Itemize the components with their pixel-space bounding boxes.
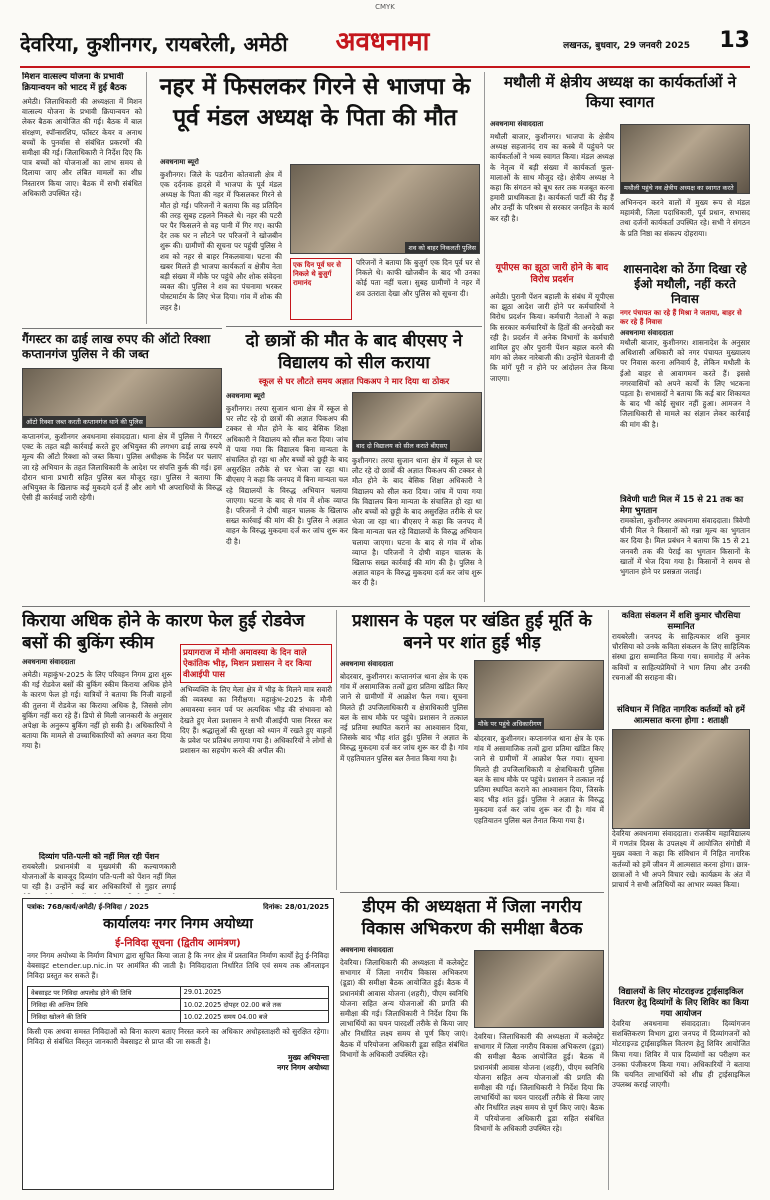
tender-office: कार्यालयः नगर निगम अयोध्या	[103, 916, 253, 932]
section-divider	[22, 328, 222, 329]
mathauli-byline: अवधनामा संवाददाता	[490, 120, 544, 128]
dm-meeting-headline: डीएम की अध्यक्षता में जिला नगरीय विकास अभिकरण की समीक्षा बैठक	[361, 897, 583, 939]
kavita-body: रायबरेली। जनपद के साहित्यकार शशि कुमार चौरसिया को उनके कविता संकलन के लिए साहित्यिक संस्था द्वारा सम्मानित किया गया। समारोह में अनेक कवियों व साहित्यप्रेमियों ने भाग लिया और उनकी रचनाओं की सराहना की।	[612, 632, 750, 682]
ups-body: अमेठी। पुरानी पेंशन बहाली के संबंध में यूपीएस का झूठा आदेश जारी होने पर कर्मचारियों ने विरोध प्रदर्शन किया। कर्मचारी नेताओं ने कहा कि सरकार कर्मचारियों के हितों की अनदेखी कर रही है। प्रदर्शन में अनेक विभागों के कर्मचारी शामिल हुए और पुरानी पेंशन बहाल करने की मांग को लेकर नारेबाजी की। उन्होंने चेतावनी दी कि मांगें पूरी न होने पर आंदोलन तेज किया जाएगा।	[490, 292, 614, 383]
dm-meeting-story	[340, 896, 604, 1190]
two-students-photo	[352, 392, 482, 452]
lead-story	[150, 72, 480, 322]
tender-title: ई-निविदा सूचना (द्वितीय आमंत्रण)	[115, 938, 241, 949]
lead-headline: नहर में फिसलकर गिरने से भाजपा के पूर्व मंडल अध्यक्ष के पिता की मौत	[159, 74, 471, 131]
prashasan-caption: मौके पर पहुंचे अधिकारीगण	[475, 718, 544, 729]
lead-sub-body: परिजनों ने बताया कि बुजुर्ग एक दिन पूर्व घर से निकले थे। काफी खोजबीन के बाद भी उनका कोई पता नहीं चला। सुबह ग्रामीणों ने नहर में शव उतराता देखा और पुलिस को सूचना दी।	[356, 258, 480, 298]
kiraya-headline: किराया अधिक होने के कारण फेल हुई रोडवेज बसों की बुकिंग स्कीम	[22, 611, 305, 653]
vidyalaya-story	[612, 986, 750, 1190]
prashasan-headline: प्रशासन के पहल पर खंडित हुई मूर्ति के बनने पर शांत हुई भीड़	[352, 611, 592, 653]
kavita-headline: कविता संकलन में शशि कुमार चौरसिया सम्मानित	[621, 610, 741, 631]
samvidhan-story	[612, 704, 750, 982]
gangster-photo	[22, 368, 222, 428]
col-divider	[146, 72, 147, 324]
mathauli-photo-caption: मथौली पहुंचे नव क्षेत्रीय अध्यक्ष का स्वागत करते	[621, 182, 737, 193]
lead-sub-box	[290, 258, 352, 320]
lead-photo-caption: शव को बाहर निकलती पुलिस	[405, 242, 479, 253]
tender-footer: किसी एक अथवा समस्त निविदाओं को बिना कारण बताए निरस्त करने का अधिकार अधोहस्ताक्षरी को सुरक्षित रहेगा। निविदा से संबंधित विस्तृत जानकारी वेबसाइट से प्राप्त की जा सकती है।	[27, 1026, 329, 1046]
table-cell: 29.01.2025	[180, 986, 328, 998]
lead-body: कुशीनगर। जिले के पडरौना कोतवाली क्षेत्र में एक दर्दनाक हादसे में भाजपा के पूर्व मंडल अध्यक्ष के पिता की नहर में फिसलकर गिरने से मौत हो गई। परिजनों ने बताया कि वह प्रतिदिन की तरह सुबह टहलने निकले थे। नहर की पटरी पर पैर फिसलने से वह पानी में गिर गए। काफी देर तक घर न लौटने पर परिजनों ने खोजबीन शुरू की। ग्रामीणों की सूचना पर पहुंची पुलिस ने शव को नहर से बाहर निकलवाया। घटना की खबर मिलते ही भाजपा कार्यकर्ता व क्षेत्रीय नेता बड़ी संख्या में मौके पर पहुंचे और शोक संवेदना व्यक्त की। पुलिस ने शव का पंचनामा भरकर पोस्टमार्टम के लिए भेज दिया। गांव में शोक की लहर है।	[160, 170, 282, 312]
dm-meeting-photo	[474, 950, 604, 1028]
dm-meeting-body-2: देवरिया। जिलाधिकारी की अध्यक्षता में कलेक्ट्रेट सभागार में जिला नगरीय विकास अभिकरण (डूडा) की समीक्षा बैठक आयोजित हुई। बैठक में प्रधानमंत्री आवास योजना (शहरी), पीएम स्वनिधि योजना सहित अन्य योजनाओं की प्रगति की समीक्षा की गई। जिलाधिकारी ने निर्देश दिया कि लाभार्थियों का चयन पारदर्शी तरीके से किया जाए और निर्धारित लक्ष्य समय से पूर्ण किए जाएं। बैठक में परियोजना अधिकारी डूडा सहित संबंधित विभागों के अधिकारी उपस्थित रहे।	[474, 1032, 604, 1133]
two-students-body: कुशीनगर। तरया सुजान थाना क्षेत्र में स्कूल से घर लौट रहे दो छात्रों की अज्ञात पिकअप की टक्कर से मौत होने के बाद बेसिक शिक्षा अधिकारी ने विद्यालय को सील करा दिया। जांच में पाया गया कि विद्यालय बिना मान्यता के संचालित हो रहा था और बच्चों को छुट्टी के बाद असुरक्षित तरीके से घर भेजा जा रहा था। बीएसए ने कहा कि जनपद में बिना मान्यता चल रहे विद्यालयों के विरुद्ध अभियान चलाया जाएगा। घटना के बाद से गांव में शोक व्याप्त है। परिजनों ने दोषी वाहन चालक के खिलाफ सख्त कार्रवाई की मांग की है। पुलिस ने अज्ञात वाहन के विरुद्ध मुकदमा दर्ज कर जांच शुरू कर दी है।	[226, 404, 348, 546]
col-divider-2	[484, 72, 485, 602]
mathauli-body-2: अभिनन्दन करने वालों में मुख्य रूप से मंडल महामंत्री, जिला पदाधिकारी, पूर्व प्रधान, सभासद तथा दर्जनों कार्यकर्ता उपस्थित रहे। सभी ने संगठन के प्रति निष्ठा का संकल्प दोहराया।	[620, 198, 750, 238]
ups-story	[490, 262, 614, 602]
prashasan-body: बोदरवार, कुशीनगर। कप्तानगंज थाना क्षेत्र के एक गांव में असामाजिक तत्वों द्वारा प्रतिमा खंडित किए जाने से ग्रामीणों में आक्रोश फैल गया। सूचना मिलते ही उपजिलाधिकारी व क्षेत्राधिकारी पुलिस बल के साथ मौके पर पहुंचे। प्रशासन ने तत्काल नई प्रतिमा स्थापित कराने का आश्वासन दिया, जिसके बाद भीड़ शांत हुई। पुलिस ने अज्ञात के विरुद्ध मुकदमा दर्ज कर जांच शुरू कर दी है। गांव में एहतियातन पुलिस बल तैनात किया गया है।	[340, 672, 468, 763]
two-students-headline: दो छात्रों की मौत के बाद बीएसए ने विद्यालय को सील कराया	[245, 331, 463, 373]
shasanadesh-story	[620, 262, 750, 492]
lead-byline: अवधनामा ब्यूरो	[160, 158, 199, 166]
two-students-story	[226, 330, 482, 602]
table-cell: निविदा खोलने की तिथि	[28, 1010, 181, 1022]
gangster-headline: गैंगस्टर का ढाई लाख रुपए की ऑटो रिक्शा कप्तानगंज पुलिस ने की जब्त	[22, 332, 211, 361]
triveni-headline: त्रिवेणी घाटी मिल में 15 से 21 तक का मेगा भुगतान	[620, 494, 744, 515]
left-top-story	[22, 72, 142, 327]
mathauli-body: मथौली बाजार, कुशीनगर। भाजपा के क्षेत्रीय अध्यक्ष सहजानंद राय का कस्बे में पहुंचने पर कार्यकर्ताओं ने भव्य स्वागत किया। मंडल अध्यक्ष के नेतृत्व में बड़ी संख्या में कार्यकर्ता फूल-मालाओं के साथ मौजूद रहे। क्षेत्रीय अध्यक्ष ने कहा कि संगठन को बूथ स्तर तक मजबूत करना हमारी प्राथमिकता है। कार्यकर्ता पार्टी की रीढ़ हैं और उन्हीं के परिश्रम से सरकार जनहित के कार्य कर रही है।	[490, 132, 614, 223]
table-row	[28, 998, 329, 1010]
kiraya-story	[22, 610, 332, 895]
two-students-subhead: स्कूल से घर लौटते समय अज्ञात पिकअप ने मार दिया था ठोकर	[258, 376, 450, 386]
color-mark: CMYK	[375, 3, 395, 11]
pension-body: रायबरेली। प्रधानमंत्री व मुख्यमंत्री की कल्याणकारी योजनाओं के बावजूद दिव्यांग पति-पत्नी को पेंशन नहीं मिल पा रही है। उन्होंने कई बार अधिकारियों से गुहार लगाई	[22, 862, 176, 892]
tender-signatory: मुख्य अभियन्ता	[287, 1053, 329, 1063]
masthead-logo	[325, 22, 440, 64]
two-students-caption: बाद दो विद्यालय को सील कराते बीएसए	[353, 440, 450, 451]
table-cell: वेबसाइट पर निविदा अपलोड होने की तिथि	[28, 986, 181, 998]
mathauli-photo	[620, 124, 750, 194]
shasanadesh-headline: शासनादेश को ठेंगा दिखा रहे ईओ मथौली, नहीं करते निवास	[623, 262, 747, 306]
masthead-districts: देवरिया, कुशीनगर, रायबरेली, अमेठी	[20, 32, 288, 56]
page-number: 13	[719, 28, 750, 53]
triveni-body: रामकोला, कुशीनगर अवधनामा संवाददाता। त्रिवेणी चीनी मिल ने किसानों को गन्ना मूल्य का भुगतान कर दिया है। मिल प्रबंधन ने बताया कि 15 से 21 जनवरी तक की पेराई का भुगतान किसानों के खातों में भेज दिया गया है। किसानों ने समय से भुगतान होने पर प्रसन्नता जताई।	[620, 516, 750, 577]
col-divider-3	[336, 610, 337, 890]
prashasan-byline: अवधनामा संवाददाता	[340, 660, 394, 668]
two-students-byline: अवधनामा ब्यूरो	[226, 392, 265, 400]
prayagraj-headline: प्रयागराज में मौनी अमावस्या के दिन वाले ऐकांतिक भीड़, मिशन प्रशासन ने दर किया वीआईपी पास	[180, 644, 332, 683]
masthead	[20, 20, 750, 68]
tender-intro: नगर निगम अयोध्या के निर्माण विभाग द्वारा सूचित किया जाता है कि नगर क्षेत्र में प्रस्तावित निर्माण कार्यों हेतु ई-निविदा वेबसाइट etender.up.nic.in पर आमंत्रित की जाती है। निविदादाता निर्धारित तिथि एवं समय तक ऑनलाइन निविदा प्रस्तुत कर सकते हैं।	[27, 951, 329, 981]
table-row	[28, 986, 329, 998]
samvidhan-photo	[612, 729, 750, 829]
tender-table	[27, 986, 329, 1023]
kavita-story	[612, 610, 750, 702]
prashasan-body-2: बोदरवार, कुशीनगर। कप्तानगंज थाना क्षेत्र के एक गांव में असामाजिक तत्वों द्वारा प्रतिमा खंडित किए जाने से ग्रामीणों में आक्रोश फैल गया। सूचना मिलते ही उपजिलाधिकारी व क्षेत्राधिकारी पुलिस बल के साथ मौके पर पहुंचे। प्रशासन ने तत्काल नई प्रतिमा स्थापित कराने का आश्वासन दिया, जिसके बाद भीड़ शांत हुई। पुलिस ने अज्ञात के विरुद्ध मुकदमा दर्ज कर जांच शुरू कर दी है। गांव में एहतियातन पुलिस बल तैनात किया गया है।	[474, 734, 604, 825]
masthead-dateline: लखनऊ, बुधवार, 29 जनवरी 2025	[563, 41, 690, 51]
section-divider-2	[226, 326, 482, 327]
section-divider-3	[22, 606, 750, 607]
vidyalaya-body: देवरिया अवधनामा संवाददाता। दिव्यांगजन सशक्तिकरण विभाग द्वारा जनपद में दिव्यांगजनों को मोटराइज्ड ट्राईसाइकिल वितरण हेतु शिविर आयोजित किया गया। शिविर में पात्र दिव्यांगों का परीक्षण कर उनका पंजीकरण किया गया। अधिकारियों ने बताया कि चयनित लाभार्थियों को शीघ्र ही ट्राईसाइकिल उपलब्ध कराई जाएगी।	[612, 1019, 750, 1090]
shasanadesh-subhead: नगर पंचायत का रहे हैं मिश्रा ने जताया, बाहर से कर रहे हैं निवास	[620, 309, 742, 326]
table-row	[28, 1010, 329, 1022]
left-top-body: अमेठी। जिलाधिकारी की अध्यक्षता में मिशन वात्सल्य योजना के प्रभावी क्रियान्वयन को लेकर बैठक आयोजित की गई। बैठक में बाल संरक्षण, स्पॉन्सरशिप, फॉस्टर केयर व अनाथ बच्चों के पुनर्वास से संबंधित प्रकरणों की समीक्षा की गई। जिलाधिकारी ने निर्देश दिए कि पात्र बच्चों को योजनाओं का लाभ समय से दिलाया जाए और लंबित मामलों का शीघ्र निस्तारण किया जाए। बैठक में सभी संबंधित अधिकारी उपस्थित रहे।	[22, 97, 142, 198]
prashasan-story	[340, 610, 604, 890]
samvidhan-body: देवरिया अवधनामा संवाददाता। राजकीय महाविद्यालय में गणतंत्र दिवस के उपलक्ष्य में आयोजित संगोष्ठी में मुख्य वक्ता ने कहा कि संविधान में निहित नागरिक कर्तव्यों को हमें जीवन में आत्मसात करना होगा। छात्र-छात्राओं ने भी अपने विचार रखे। कार्यक्रम के अंत में प्राचार्य ने सभी अतिथियों का आभार व्यक्त किया।	[612, 829, 750, 890]
table-cell: 10.02.2025 दोपहर 02.00 बजे तक	[180, 998, 328, 1010]
dm-meeting-byline: अवधनामा संवाददाता	[340, 946, 394, 954]
tender-signatory-office: नगर निगम अयोध्या	[277, 1063, 329, 1073]
left-top-headline: मिशन वात्सल्य योजना के प्रभावी क्रियान्वयन को भाटद में हुई बैठक	[22, 72, 127, 93]
shasanadesh-body: मथौली बाजार, कुशीनगर। शासनादेश के अनुसार अधिशासी अधिकारी को नगर पंचायत मुख्यालय पर निवास करना अनिवार्य है, लेकिन मथौली के ईओ बाहर से आवागमन करते हैं। इससे नगरवासियों को अपने कार्यों के लिए भटकना पड़ता है। सभासदों ने बताया कि कई बार शिकायत के बाद भी कोई सुधार नहीं हुआ। आमजन ने जिलाधिकारी से मामले का संज्ञान लेकर कार्रवाई की मांग की है।	[620, 338, 750, 429]
vidyalaya-headline: विद्यालयों के लिए मोटराइज्ड ट्राईसाइकिल वितरण हेतु दिव्यांगों के लिए शिविर का किया गया आयोजन	[613, 986, 749, 1018]
gangster-caption: ऑटो रिक्शा जब्त करती कप्तानगंज थाने की पुलिस	[23, 416, 146, 427]
col-divider-4	[608, 610, 609, 1190]
section-divider-4	[340, 892, 604, 893]
lead-sub-head: एक दिन पूर्व घर से निकले थे बुजुर्ग रामानंद	[293, 261, 342, 287]
prashasan-photo	[474, 660, 604, 730]
pension-headline: दिव्यांग पति-पत्नी को नहीं मिल रही पेंशन	[38, 852, 160, 861]
pension-story	[22, 852, 176, 894]
table-cell: 10.02.2025 समय 04.00 बजे	[180, 1010, 328, 1022]
triveni-story	[620, 494, 750, 604]
mathauli-story	[490, 72, 750, 262]
dm-meeting-body: देवरिया। जिलाधिकारी की अध्यक्षता में कलेक्ट्रेट सभागार में जिला नगरीय विकास अभिकरण (डूडा) की समीक्षा बैठक आयोजित हुई। बैठक में प्रधानमंत्री आवास योजना (शहरी), पीएम स्वनिधि योजना सहित अन्य योजनाओं की प्रगति की समीक्षा की गई। जिलाधिकारी ने निर्देश दिया कि लाभार्थियों का चयन पारदर्शी तरीके से किया जाए और निर्धारित लक्ष्य समय से पूर्ण किए जाएं। बैठक में परियोजना अधिकारी डूडा सहित संबंधित विभागों के अधिकारी उपस्थित रहे।	[340, 958, 468, 1059]
table-cell: निविदा की अन्तिम तिथि	[28, 998, 181, 1010]
two-students-body-2: कुशीनगर। तरया सुजान थाना क्षेत्र में स्कूल से घर लौट रहे दो छात्रों की अज्ञात पिकअप की टक्कर से मौत होने के बाद बेसिक शिक्षा अधिकारी ने विद्यालय को सील करा दिया। जांच में पाया गया कि विद्यालय बिना मान्यता के संचालित हो रहा था और बच्चों को छुट्टी के बाद असुरक्षित तरीके से घर भेजा जा रहा था। बीएसए ने कहा कि जनपद में बिना मान्यता चल रहे विद्यालयों के विरुद्ध अभियान चलाया जाएगा। घटना के बाद से गांव में शोक व्याप्त है। परिजनों ने दोषी वाहन चालक के खिलाफ सख्त कार्रवाई की मांग की है। पुलिस ने अज्ञात वाहन के विरुद्ध मुकदमा दर्ज कर जांच शुरू कर दी है।	[352, 456, 482, 588]
lead-photo	[290, 164, 480, 254]
tender-ref: पत्रांक: 768/कार्य/अमेठी/ ई-निविदा / 2025	[27, 903, 149, 911]
mathauli-headline: मथौली में क्षेत्रीय अध्यक्ष का कार्यकर्ताओं ने किया स्वागत	[503, 73, 737, 111]
samvidhan-headline: संविधान में निहित नागरिक कर्तव्यों को हमें आत्मसात करना होगा : शताक्षी	[617, 704, 745, 725]
logo-text: अवधनामा	[335, 27, 430, 57]
kiraya-byline: अवधनामा संवाददाता	[22, 658, 76, 666]
kiraya-body: अमेठी। महाकुंभ-2025 के लिए परिवहन निगम द्वारा शुरू की गई रोडवेज बसों की बुकिंग स्कीम किराया अधिक होने के कारण फेल हो गई। यात्रियों ने बताया कि निजी वाहनों की तुलना में रोडवेज का किराया अधिक है, जिससे लोग बुकिंग नहीं करा रहे हैं। डिपो से मिली जानकारी के अनुसार अपेक्षा के अनुरूप बुकिंग नहीं हो सकी है। अधिकारियों ने बताया कि मामले से उच्चाधिकारियों को अवगत करा दिया गया है।	[22, 670, 172, 751]
shasanadesh-byline: अवधनामा संवाददाता	[620, 329, 674, 337]
tender-date: दिनांक: 28/01/2025	[263, 903, 329, 911]
gangster-story	[22, 332, 222, 602]
tender-notice	[22, 898, 334, 1190]
prayagraj-story	[180, 644, 332, 894]
gangster-body: कप्तानगंज, कुशीनगर अवधनामा संवाददाता। थाना क्षेत्र में पुलिस ने गैंगस्टर एक्ट के तहत बड़ी कार्रवाई करते हुए अभियुक्त की लगभग ढाई लाख रुपये मूल्य की ऑटो रिक्शा को जब्त किया। पुलिस अधीक्षक के निर्देश पर चलाए जा रहे अभियान के तहत जिलाधिकारी के आदेश पर संपत्ति कुर्क की गई। इस दौरान थाना प्रभारी सहित पुलिस बल मौजूद रहा। पुलिस ने बताया कि अभियुक्त के खिलाफ कई मुकदमे दर्ज हैं और आगे भी अपराधियों के विरुद्ध ऐसी ही कार्रवाई जारी रहेगी।	[22, 432, 222, 503]
ups-headline: यूपीएस का झूठा जारी होने के बाद विरोध प्रदर्शन	[495, 263, 609, 285]
prayagraj-body: अभिव्यक्ति के लिए मेला क्षेत्र में भीड़ के मिलने मात्र सवारी की व्यवस्था का निरीक्षण। महाकुंभ-2025 के मौनी अमावस्या स्नान पर्व पर अत्यधिक भीड़ की संभावना को देखते हुए मेला प्रशासन ने सभी वीआईपी पास निरस्त कर दिए हैं। श्रद्धालुओं की सुरक्षा को ध्यान में रखते हुए वाहनों के प्रवेश पर प्रतिबंध लगाया गया है। अधिकारियों ने लोगों से प्रशासन का सहयोग करने की अपील की।	[180, 685, 332, 756]
